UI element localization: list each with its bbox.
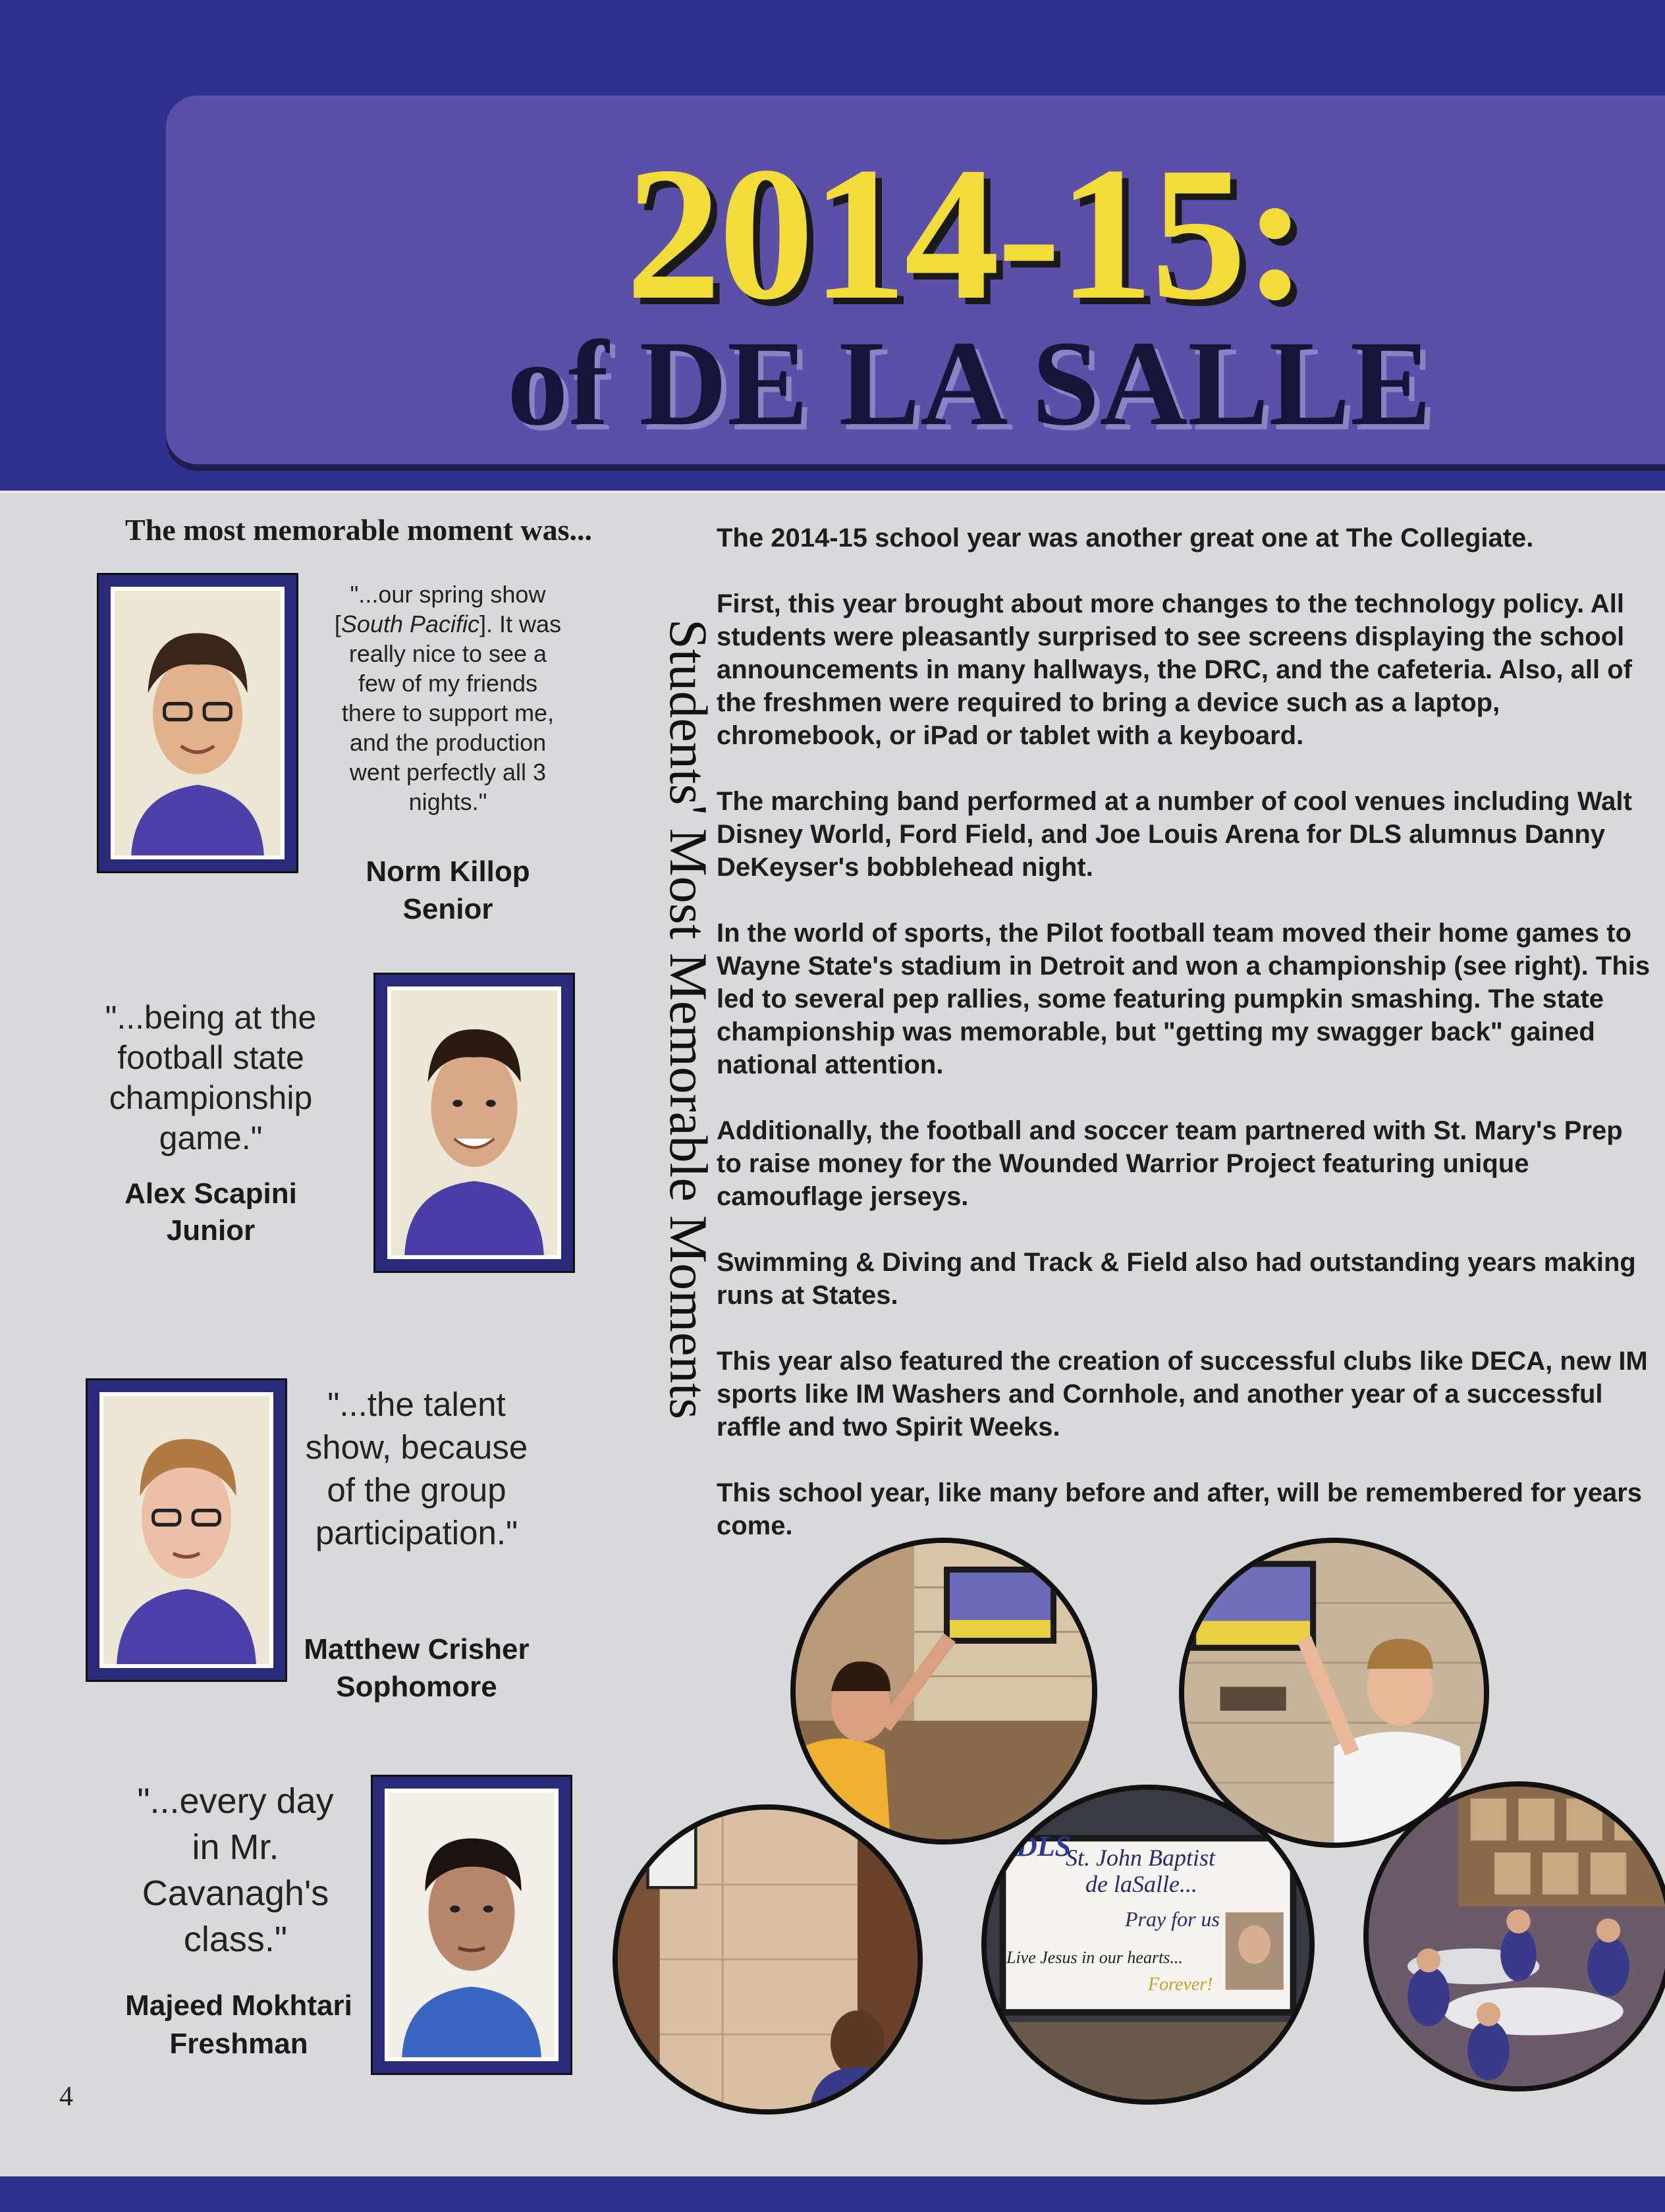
- screen-line-1: St. John Baptist: [1066, 1845, 1215, 1871]
- quote-norm-killop: [333, 580, 563, 817]
- memorable-heading: The most memorable moment was...: [125, 513, 593, 547]
- portrait-majeed-mokhtari: [371, 1775, 572, 2075]
- portrait-alex-scapini: [373, 973, 575, 1273]
- quote-text: "...being at the football state championship game.": [105, 999, 317, 1156]
- vertical-title: Students' Most Memorable Moments: [659, 619, 719, 1420]
- divider: [0, 491, 1665, 493]
- quote-text: "...our spring show [: [334, 581, 546, 637]
- photo-student-pointing-screen-1: [790, 1538, 1097, 1845]
- student-grade: Senior: [402, 893, 493, 925]
- title-school: of DE LA SALLE: [507, 316, 1432, 451]
- student-name: Matthew Crisher: [304, 1633, 530, 1665]
- quote-text: "...the talent show, because of the group participation.": [305, 1386, 528, 1551]
- screen-line-3: Pray for us: [1125, 1907, 1220, 1931]
- name-majeed-mokhtari: [109, 1987, 369, 2063]
- quote-show-title: South Pacific: [341, 610, 480, 637]
- article-paragraph: The 2014-15 school year was another great one at The Collegiate.: [717, 524, 1534, 553]
- photo-cafeteria: [1363, 1781, 1665, 2091]
- article-paragraph: Additionally, the football and soccer team partnered with St. Mary's Prep to raise money for the Wounded Warrior Project featuring unique camouflage jerseys.: [717, 1116, 1623, 1211]
- quote-text: "...every day in Mr. Cavanagh's class.": [137, 1781, 334, 1959]
- screen-line-2: de laSalle...: [1085, 1871, 1197, 1897]
- student-grade: Freshman: [169, 2028, 308, 2060]
- portrait-matthew-crisher: [86, 1378, 287, 1682]
- portrait-norm-killop: [97, 573, 298, 873]
- page-number: 4: [59, 2082, 73, 2112]
- screen-logo: DLS: [1016, 1830, 1072, 1862]
- article-paragraph: In the world of sports, the Pilot football team moved their home games to Wayne State's stadium in Detroit and won a championship (see right). This led to several pep rallies, some featuring pumpkin smashing. The state championship was memorable, but "getting my swagger back" gained national attention.: [717, 919, 1651, 1079]
- name-norm-killop: [333, 853, 563, 928]
- student-grade: Sophomore: [336, 1671, 497, 1703]
- article-paragraph: Swimming & Diving and Track & Field also had outstanding years making runs at States.: [717, 1248, 1636, 1310]
- name-matthew-crisher: [290, 1631, 543, 1706]
- article-paragraph: The marching band performed at a number of cool venues including Walt Disney World, Ford Field, and Joe Louis Arena for DLS alumnus Danny DeKeyser's bobblehead night.: [717, 787, 1632, 882]
- photo-student-hallway: [613, 1804, 923, 2115]
- name-alex-scapini: [86, 1175, 336, 1249]
- quote-text: ]. It was really nice to see a few of my friends there to support me, and the production went perfectly all 3 nights.": [341, 610, 562, 815]
- screen-line-4: Live Jesus in our hearts...: [1006, 1948, 1183, 1967]
- article-paragraph: This school year, like many before and after, will be remembered for years come.: [717, 1478, 1642, 1540]
- quote-matthew-crisher: [300, 1383, 533, 1554]
- quote-majeed-mokhtari: [119, 1778, 352, 1962]
- student-grade: Junior: [166, 1214, 256, 1247]
- student-name: Alex Scapini: [124, 1177, 297, 1210]
- quote-alex-scapini: [86, 998, 336, 1158]
- article-body: [717, 522, 1652, 1575]
- article-paragraph: This year also featured the creation of successful clubs like DECA, new IM sports like IM Washers and Cornhole, and another year of a successful raffle and two Spirit Weeks.: [717, 1347, 1648, 1442]
- footer-band: [0, 2176, 1665, 2212]
- photo-announcement-screen: [981, 1785, 1315, 2105]
- article-paragraph: First, this year brought about more changes to the technology policy. All students were pleasantly surprised to see screens displaying the school announcements in many hallways, the DRC, and the cafeteria. Also, all of the freshmen were required to bring a device such as a laptop, chromebook, or iPad or tablet with a keyboard.: [717, 589, 1632, 750]
- screen-line-5: Forever!: [1148, 1974, 1213, 1995]
- title-year: 2014-15:: [626, 128, 1305, 339]
- student-name: Norm Killop: [366, 855, 530, 888]
- student-name: Majeed Mokhtari: [125, 1989, 352, 2022]
